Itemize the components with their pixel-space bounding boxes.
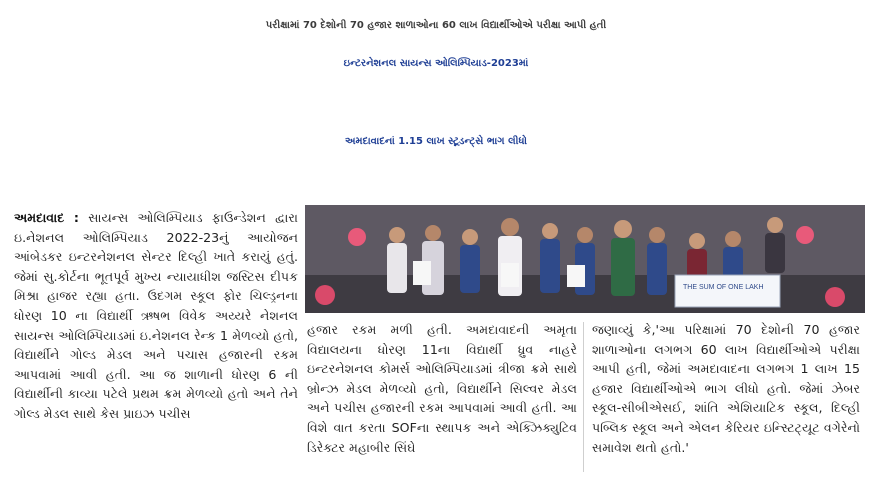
article-column-3: જણાવ્યું કે,'આ પરિક્ષામાં 70 દેશોની 70 હજાર શાળાઓના લગભગ 60 લાખ વિદ્યાર્થીઓએ પરીક્ષા આપી હતી, જેમાં અમદાવાદના લગભગ 1 લાખ 15 હજાર વિદ્યાર્થીઓએ ભાગ લીધો હતો. જેમાં ઝેબર સ્કૂલ-સીબીએસઈ, શાંતિ એશિયાટિક સ્કૂલ, દિલ્હી પબ્લિક સ્કૂલ અને એલન કેરિયર ઇન્સ્ટિટ્યૂટ વગેરેનો સમાવેશ થતો હતો.' [592,322,860,455]
dateline: અમદાવાદ : [14,210,79,225]
flower-decoration [348,228,366,246]
headline-line-2: અમદાવાદનાં 1.15 લાખ સ્ટૂડન્ટ્સે ભાગ લીધો [345,136,527,147]
cheque-board [675,275,780,307]
article-column-2: હજાર રકમ મળી હતી. અમદાવાદની અમૃતા વિદ્યાલયના ધોરણ 11ના વિદ્યાર્થી ધ્રુવ નાહરે ઇન્ટરનેશનલ કોમર્સ ઓલિમ્પિયાડમાં ત્રીજા ક્રમે સાથે બ્રોન્ઝ મેડલ મેળવ્યો હતો, વિદ્યાર્થીને સિલ્વર મેડલ અને પચીસ હજારની રકમ આપવામાં આવી હતી. આ વિશે વાત કરતા SOFના સ્થાપક અને એક્ઝિક્યુટિવ ડિરેક્ટર મહાબીર સિંઘે [307,322,577,455]
column-1-text: સાયન્સ ઓલિમ્પિયાડ ફાઉન્ડેશન દ્વારા ઇ.નેશનલ ઓલિમ્પિયાડ 2022-23નું આયોજન આંબેડકર ઇન્ટરનેશનલ સેન્ટર દિલ્હી ખાતે કરાયું હતું. જેમાં સુ.કોર્ટના ભૂતપૂર્વ મુખ્ય ન્યાયાધીશ જસ્ટિસ દીપક મિશ્રા હાજર રહ્યા હતા. ઉદગમ સ્કૂલ ફોર ચિલ્ડ્રનના ધોરણ 10 ના વિદ્યાર્થી ઋષભ વિવેક અય્યરે નેશનલ સાયન્સ ઓલિમ્પિયાડમાં ઇ.નેશનલ રેન્ક 1 મેળવ્યો હતો, વિદ્યાર્થીને ગોલ્ડ મેડલ અને પચાસ હજારની રકમ આપવામાં આવી હતી. આ જ શાળાની ધોરણ 6 ની વિદ્યાર્થીની કાવ્યા પટેલે પ્રથમ ક્રમ મેળવ્યો હતો અને તેને ગોલ્ડ મેડલ સાથે કેસ પ્રાઇઝ પચીસ [14,210,298,421]
award-ceremony-photo [305,205,865,313]
column-divider [583,322,584,472]
photo-illustration [305,205,865,313]
cheque-text: THE SUM OF ONE LAKH [683,284,764,291]
certificate [413,261,431,285]
kicker-subhead: પરીક્ષામાં 70 દેશોની 70 હજાર શાળાઓના 60 લાખ વિદ્યાર્થીઓએ પરીક્ષા આપી હતી [265,19,607,31]
article-column-1 [14,208,298,480]
headline-line-1: ઇન્ટરનેશનલ સાયન્સ ઓલિમ્પિયાડ-2023માં [343,58,529,69]
